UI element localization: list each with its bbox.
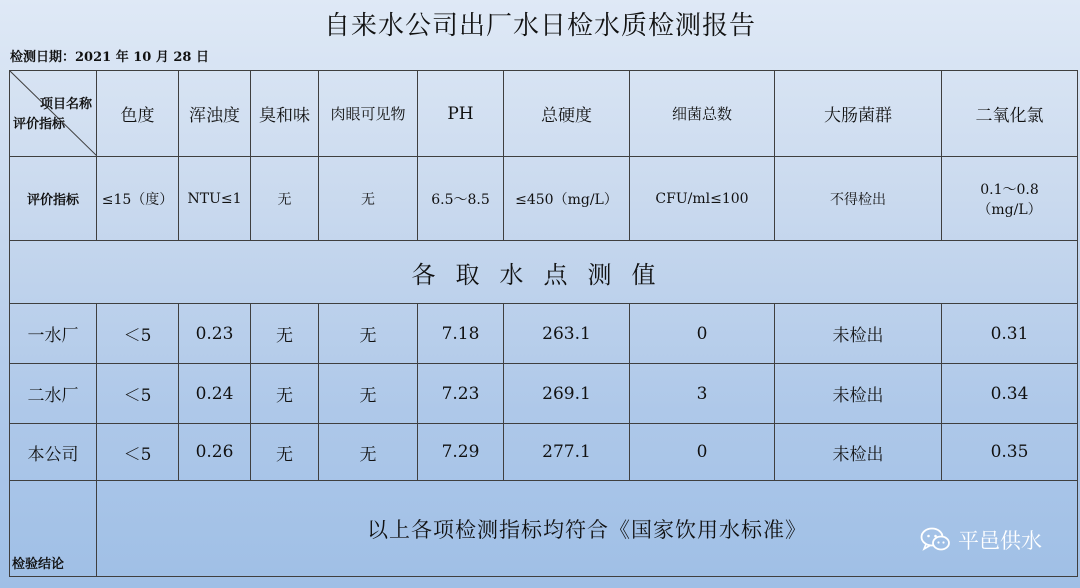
criteria-odor: 无 xyxy=(251,157,319,241)
value-hardness: 269.1 xyxy=(504,364,630,424)
section-title: 各取水点测值 xyxy=(10,241,1078,304)
criteria-chlorine-unit: （mg/L） xyxy=(977,201,1042,218)
value-visible-matter: 无 xyxy=(319,424,418,481)
value-color: ＜5 xyxy=(97,304,179,364)
value-chlorine-dioxide: 0.34 xyxy=(942,364,1078,424)
section-row xyxy=(10,241,1078,304)
table-row xyxy=(10,364,1078,424)
header-hardness: 总硬度 xyxy=(504,71,630,157)
value-coliform: 未检出 xyxy=(775,304,942,364)
value-odor: 无 xyxy=(251,364,319,424)
header-odor: 臭和味 xyxy=(251,71,319,157)
value-odor: 无 xyxy=(251,304,319,364)
header-row xyxy=(10,71,1078,157)
criteria-row xyxy=(10,157,1078,241)
conclusion-text: 以上各项检测指标均符合《国家饮用水标准》 xyxy=(97,481,1078,577)
header-turbidity: 浑浊度 xyxy=(179,71,251,157)
value-color: ＜5 xyxy=(97,364,179,424)
inspection-date: 检测日期：2021 年 10 月 28 日 xyxy=(10,50,209,65)
value-color: ＜5 xyxy=(97,424,179,481)
site-name: 本公司 xyxy=(10,424,97,481)
value-bacteria: 0 xyxy=(630,304,775,364)
header-color: 色度 xyxy=(97,71,179,157)
header-chlorine-dioxide: 二氧化氯 xyxy=(942,71,1078,157)
value-turbidity: 0.26 xyxy=(179,424,251,481)
criteria-color: ≤15（度） xyxy=(97,157,179,241)
table-row xyxy=(10,424,1078,481)
value-hardness: 263.1 xyxy=(504,304,630,364)
criteria-ph: 6.5～8.5 xyxy=(418,157,504,241)
value-turbidity: 0.24 xyxy=(179,364,251,424)
value-coliform: 未检出 xyxy=(775,364,942,424)
criteria-bacteria: CFU/ml≤100 xyxy=(630,157,775,241)
value-visible-matter: 无 xyxy=(319,364,418,424)
criteria-label: 评价指标 xyxy=(10,157,97,241)
corner-label-item: 项目名称 xyxy=(39,97,92,112)
corner-cell xyxy=(10,71,97,157)
header-coliform: 大肠菌群 xyxy=(775,71,942,157)
criteria-coliform: 不得检出 xyxy=(775,157,942,241)
report-title: 自来水公司出厂水日检水质检测报告 xyxy=(323,11,756,41)
watermark-text: 平邑供水 xyxy=(958,529,1042,553)
value-bacteria: 3 xyxy=(630,364,775,424)
value-ph: 7.29 xyxy=(418,424,504,481)
water-quality-table xyxy=(9,70,1078,577)
value-ph: 7.23 xyxy=(418,364,504,424)
value-visible-matter: 无 xyxy=(319,304,418,364)
criteria-turbidity: NTU≤1 xyxy=(179,157,251,241)
conclusion-label-cell xyxy=(10,481,97,577)
criteria-visible-matter: 无 xyxy=(319,157,418,241)
criteria-chlorine-dioxide xyxy=(942,157,1078,241)
table-row xyxy=(10,304,1078,364)
conclusion-label: 检验结论 xyxy=(12,557,65,572)
value-ph: 7.18 xyxy=(418,304,504,364)
value-chlorine-dioxide: 0.31 xyxy=(942,304,1078,364)
value-chlorine-dioxide: 0.35 xyxy=(942,424,1078,481)
value-hardness: 277.1 xyxy=(504,424,630,481)
wechat-icon xyxy=(920,527,950,553)
criteria-chlorine-range: 0.1～0.8 xyxy=(980,181,1039,198)
corner-label-criteria: 评价指标 xyxy=(13,117,66,132)
site-name: 一水厂 xyxy=(10,304,97,364)
header-visible-matter: 肉眼可见物 xyxy=(319,71,418,157)
value-odor: 无 xyxy=(251,424,319,481)
value-coliform: 未检出 xyxy=(775,424,942,481)
header-ph: PH xyxy=(418,71,504,157)
watermark xyxy=(920,526,1042,554)
value-bacteria: 0 xyxy=(630,424,775,481)
criteria-hardness: ≤450（mg/L） xyxy=(504,157,630,241)
site-name: 二水厂 xyxy=(10,364,97,424)
conclusion-row xyxy=(10,481,1078,577)
value-turbidity: 0.23 xyxy=(179,304,251,364)
header-bacteria: 细菌总数 xyxy=(630,71,775,157)
